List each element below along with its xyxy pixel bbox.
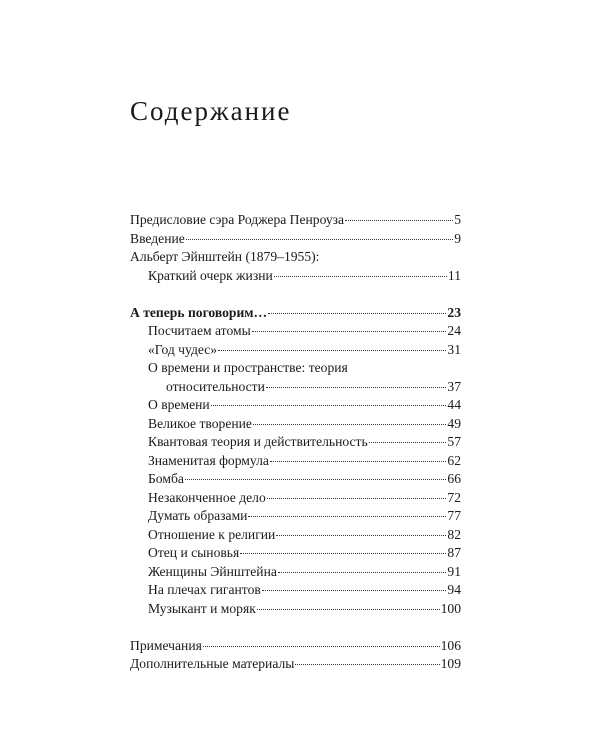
dot-leader [185,479,447,480]
toc-entry-page: 62 [447,452,461,468]
toc-section-heading: Альберт Эйнштейн (1879–1955): [130,249,320,264]
dot-leader [369,442,447,443]
toc-entry-title: Примечания [130,637,202,653]
dot-leader [203,646,440,647]
toc-entry-title: «Год чудес» [148,341,218,357]
toc-entry-page: 82 [447,526,461,542]
toc-entry-title: Бомба [148,471,184,486]
dot-leader [295,664,439,665]
toc-entry-title: Предисловие сэра Роджера Пенроуза [130,212,345,227]
toc-entry-title: Краткий очерк жизни [148,267,273,283]
toc-entry-title: Отношение к религии [148,526,276,542]
toc-entry-title: Знаменитая формула [148,452,269,468]
toc-entry[interactable] [130,322,461,341]
toc-entry[interactable] [130,396,461,415]
toc-entry[interactable] [130,452,461,471]
toc-entry-page: 11 [447,267,461,283]
dot-leader [274,276,447,277]
toc-entry[interactable] [130,507,461,526]
dot-leader [276,535,446,536]
toc-entry-extra[interactable] [130,655,461,674]
toc-entry-line: О времени и пространстве: теория [148,360,348,375]
toc-entry-title: Отец и сыновья [148,545,240,560]
toc-entry-page: 91 [447,563,461,579]
toc-entry-page: 72 [447,489,461,505]
toc-entry-page: 100 [440,600,461,616]
table-of-contents [130,211,461,674]
dot-leader [345,220,453,221]
toc-entry[interactable] [130,544,461,563]
toc-entry-title: Дополнительные материалы [130,656,295,671]
toc-entry-preface[interactable] [130,211,461,230]
toc-entry-page: 31 [447,341,461,357]
toc-entry[interactable] [130,600,461,619]
toc-entry-relativity[interactable] [130,378,461,397]
dot-leader [186,239,453,240]
dot-leader [270,461,446,462]
toc-entry-title: относительности [166,378,265,394]
toc-entry-title: Женщины Эйнштейна [148,563,277,579]
toc-entry-title: А теперь поговорим… [130,304,268,320]
dot-leader [211,405,447,406]
dot-leader [267,498,447,499]
dot-leader [266,387,447,388]
toc-entry-page: 94 [447,582,461,597]
toc-entry[interactable] [130,563,461,582]
spacer [130,285,461,304]
toc-entry-title: О времени [148,397,210,412]
toc-entry-page: 106 [440,637,461,653]
toc-entry-page: 23 [447,304,461,320]
toc-entry-page: 57 [447,434,461,449]
dot-leader [257,609,440,610]
toc-entry-title: На плечах гигантов [148,582,261,597]
toc-entry-intro[interactable] [130,230,461,249]
toc-entry-title: Великое творение [148,415,252,431]
toc-entry[interactable] [130,581,461,600]
toc-entry-page: 66 [447,471,461,486]
dot-leader [252,331,447,332]
toc-entry-title: Квантовая теория и действительность [148,434,368,449]
toc-entry-title: Посчитаем атомы [148,323,251,338]
toc-entry-bio[interactable] [130,267,461,286]
dot-leader [268,313,446,314]
page-title: Содержание [130,96,292,126]
toc-entry-page: 37 [447,378,461,394]
toc-entry[interactable] [130,489,461,508]
toc-entry[interactable] [130,433,461,452]
dot-leader [218,350,446,351]
toc-entry-page: 9 [454,230,461,246]
toc-entry-title: Введение [130,230,185,246]
toc-entry-page: 5 [454,212,461,227]
toc-entry-page: 77 [447,508,461,523]
toc-entry-page: 24 [447,323,461,338]
dot-leader [240,553,446,554]
toc-entry[interactable] [130,526,461,545]
toc-entry-title: Думать образами [148,508,248,523]
toc-entry-title: Музыкант и моряк [148,600,256,616]
toc-entry[interactable] [130,415,461,434]
spacer [130,618,461,637]
dot-leader [262,590,447,591]
toc-entry-page: 109 [440,656,461,671]
dot-leader [248,516,446,517]
toc-entry-page: 87 [447,545,461,560]
dot-leader [278,572,447,573]
toc-entry-talk[interactable] [130,304,461,323]
dot-leader [253,424,446,425]
toc-entry-page: 49 [447,415,461,431]
toc-entry-page: 44 [447,397,461,412]
toc-entry[interactable] [130,470,461,489]
toc-entry-title: Незаконченное дело [148,489,266,505]
toc-entry[interactable] [130,341,461,360]
toc-entry-notes[interactable] [130,637,461,656]
